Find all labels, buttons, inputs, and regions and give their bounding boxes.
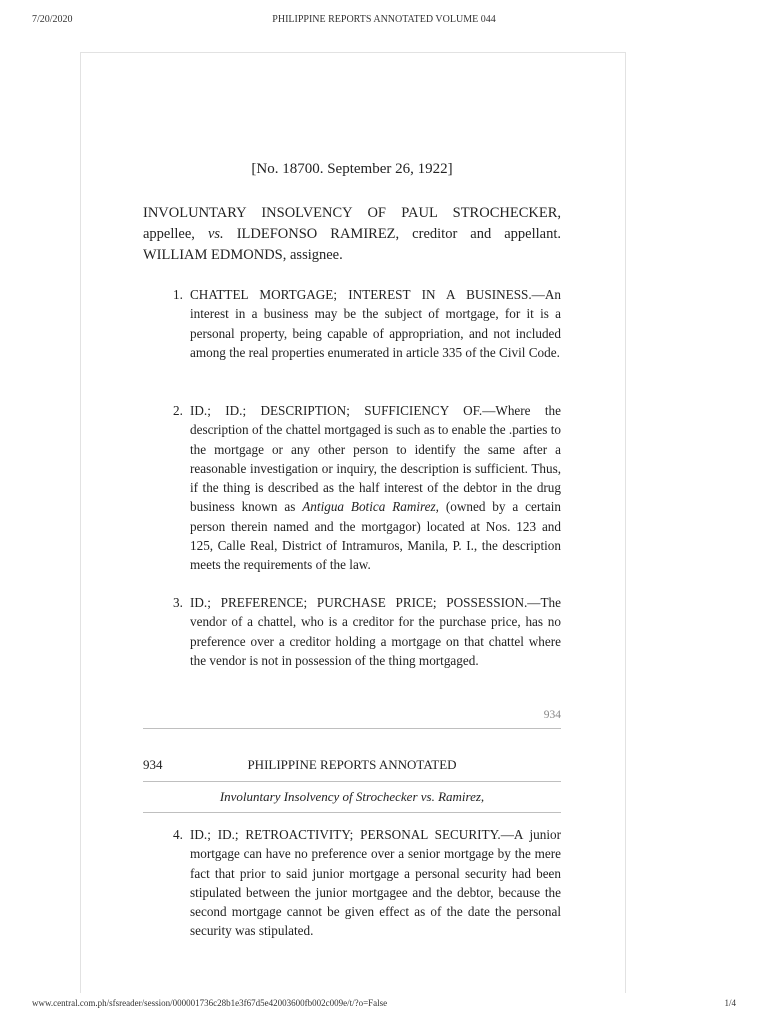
syllabus-text-part: ID.; ID.; DESCRIPTION; SUFFICIENCY OF.—Where the description of the chattel mortgaged is such as to enable the .parties to the mortgage or any other person to identify the same after a reasonable investigation or inquiry, the description is sufficient. Thus, if the thing is described as the half interest of the debtor in the drug business known as bbox=[190, 403, 561, 515]
syllabus-text: ID.; ID.; RETROACTIVITY; PERSONAL SECURITY.—A junior mortgage can have no preference over a senior mortgage by the mere fact that prior to said junior mortgage a personal security had been stipulated between the junior mortgagee and the debtor, because the second mortgage cannot be given effect as of the date the personal security was stipulated. bbox=[190, 827, 561, 939]
case-caption: Involuntary Insolvency of Strochecker vs. Ramirez, bbox=[219, 789, 485, 804]
syllabus-number: 2. bbox=[173, 403, 183, 418]
syllabus-list bbox=[143, 285, 561, 362]
case-number: [No. 18700. September 26, 1922] bbox=[251, 161, 453, 177]
business-name: Antigua Botica Ramirez, bbox=[302, 499, 439, 515]
syllabus-text-part: (owned by a certain person therein named and the mortgagor) located at Nos. 123 and 125, Calle Real, District of Intramuros, Manila, P. I., the description meets the requirements of the law. bbox=[190, 499, 561, 573]
syllabus-number: 4. bbox=[173, 827, 183, 842]
syllabus-item-2 bbox=[143, 401, 561, 575]
parties-appellant: ILDEFONSO RAMIREZ, creditor and appellant. WILLIAM EDMONDS, assignee. bbox=[143, 226, 562, 263]
running-head-title: PHILIPPINE REPORTS ANNOTATED bbox=[247, 757, 457, 772]
print-footer bbox=[32, 998, 736, 1010]
print-title: PHILIPPINE REPORTS ANNOTATED VOLUME 044 bbox=[272, 14, 496, 25]
syllabus-number: 3. bbox=[173, 595, 183, 610]
caption-rule bbox=[143, 812, 561, 813]
print-header bbox=[32, 14, 736, 30]
syllabus-item-3 bbox=[143, 593, 561, 670]
syllabus-list bbox=[143, 401, 561, 575]
running-head bbox=[143, 757, 561, 775]
page-marker: 934 bbox=[543, 709, 561, 721]
print-date: 7/20/2020 bbox=[32, 14, 73, 25]
case-parties bbox=[143, 203, 561, 266]
running-head-rule bbox=[143, 781, 561, 782]
print-url: www.central.com.ph/sfsreader/session/000001736c28b1e3f67d5e42003600fb002c009e/t/?o=False bbox=[32, 998, 388, 1008]
syllabus-item-1 bbox=[143, 285, 561, 362]
print-page-count: 1/4 bbox=[724, 998, 736, 1008]
syllabus-item-4 bbox=[143, 825, 561, 941]
syllabus-text: CHATTEL MORTGAGE; INTEREST IN A BUSINESS.—An interest in a business may be the subject of mortgage, for it is a personal property, being capable of appropriation, and not included among the real properties enumerated in article 335 of the Civil Code. bbox=[190, 287, 561, 360]
syllabus-text: ID.; PREFERENCE; PURCHASE PRICE; POSSESSION.—The vendor of a chattel, who is a creditor for the purchase price, has no preference over a creditor holding a mortgage on that chattel where the vendor is not in possession of the thing mortgaged. bbox=[190, 595, 561, 668]
running-head-page-number: 934 bbox=[143, 757, 163, 772]
syllabus-number: 1. bbox=[173, 287, 183, 302]
page-divider bbox=[143, 728, 561, 729]
syllabus-text bbox=[190, 403, 561, 572]
document-page bbox=[80, 52, 626, 993]
parties-appellee: INVOLUNTARY INSOLVENCY OF PAUL STROCHECKER, appellee, bbox=[143, 205, 561, 242]
syllabus-list bbox=[143, 593, 561, 670]
parties-versus: vs. bbox=[207, 226, 224, 242]
syllabus-list bbox=[143, 825, 561, 941]
